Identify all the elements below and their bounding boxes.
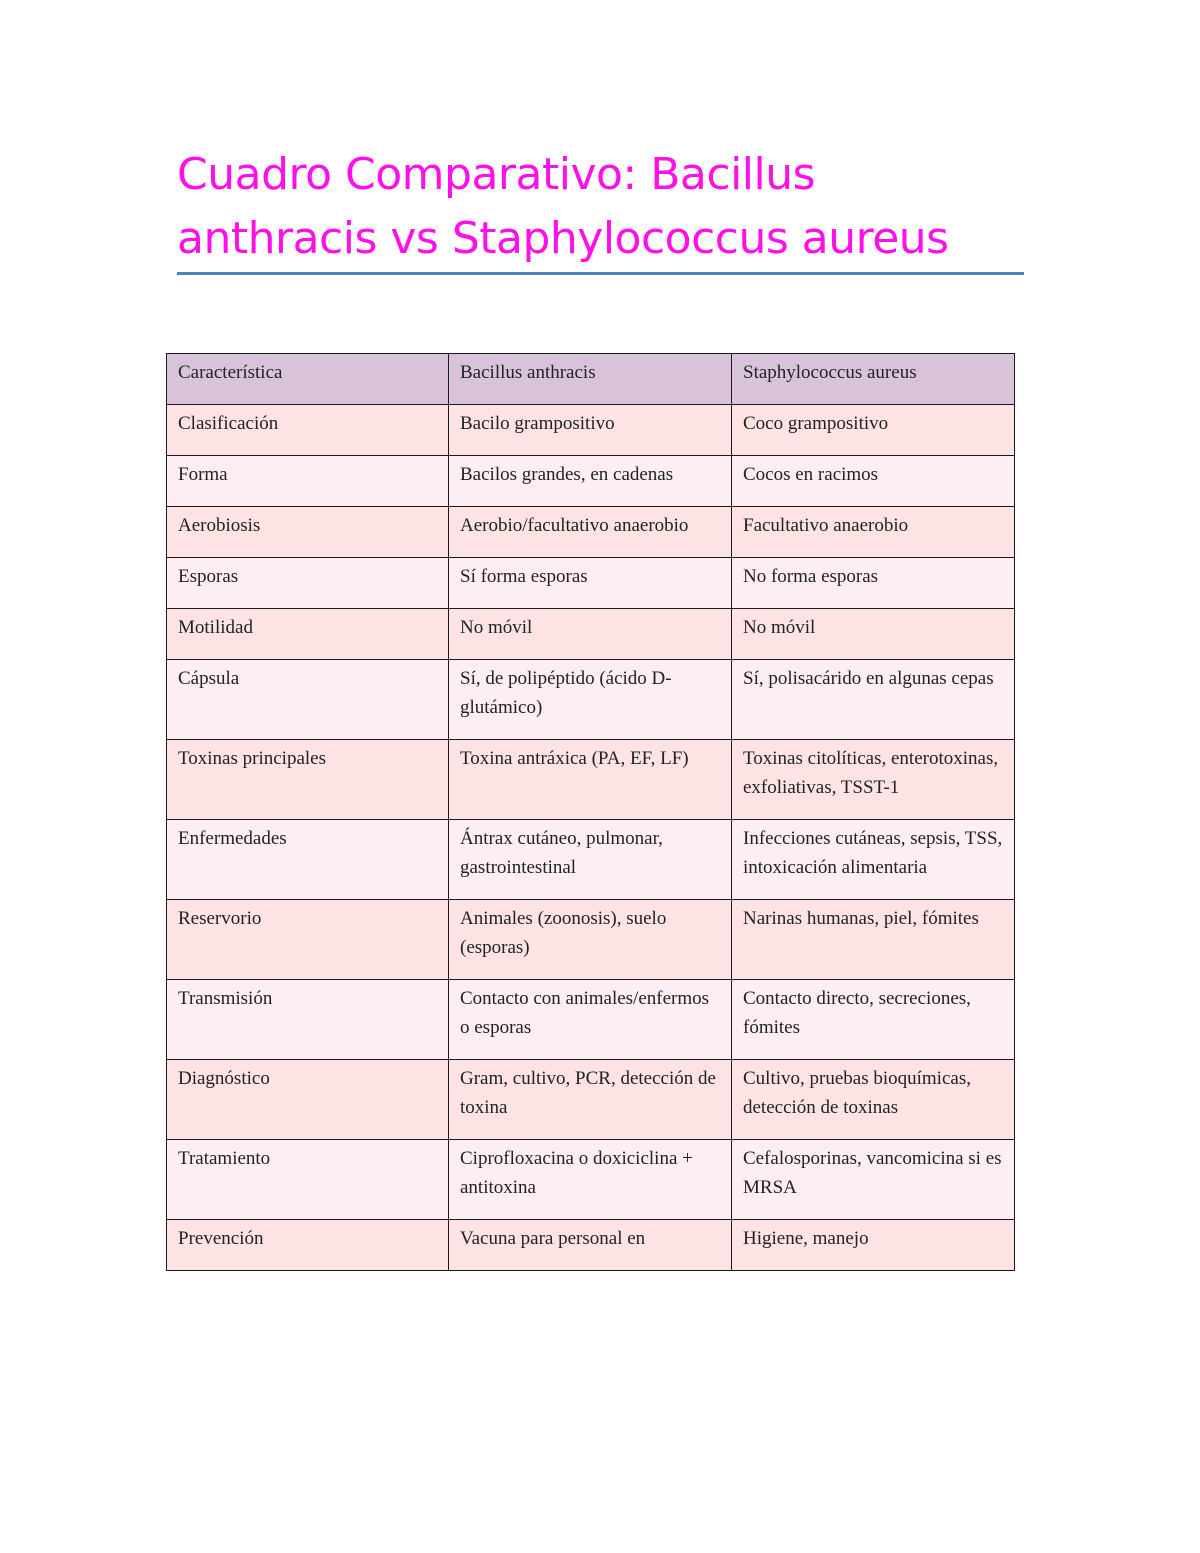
table-cell: Sí, polisacárido en algunas cepas [732, 660, 1015, 740]
table-row [167, 660, 1015, 740]
table-row [167, 1140, 1015, 1220]
table-cell: Cocos en racimos [732, 456, 1015, 507]
header-cell: Staphylococcus aureus [732, 354, 1015, 405]
table-row [167, 609, 1015, 660]
table-cell: Toxinas principales [167, 740, 449, 820]
table-cell: Tratamiento [167, 1140, 449, 1220]
table-row [167, 740, 1015, 820]
table-cell: Aerobiosis [167, 507, 449, 558]
table-row [167, 507, 1015, 558]
comparison-table [166, 353, 1015, 1271]
table-cell: Vacuna para personal en [449, 1220, 732, 1271]
table-cell: Cefalosporinas, vancomicina si es MRSA [732, 1140, 1015, 1220]
table-row [167, 1060, 1015, 1140]
table-row [167, 558, 1015, 609]
table-cell: Enfermedades [167, 820, 449, 900]
table-cell: Sí, de polipéptido (ácido D-glutámico) [449, 660, 732, 740]
table-cell: Clasificación [167, 405, 449, 456]
table-cell: Esporas [167, 558, 449, 609]
table-cell: Ciprofloxacina o doxiciclina + antitoxina [449, 1140, 732, 1220]
table-cell: No móvil [732, 609, 1015, 660]
table-cell: No móvil [449, 609, 732, 660]
table-cell: Toxina antráxica (PA, EF, LF) [449, 740, 732, 820]
table-cell: Prevención [167, 1220, 449, 1271]
table-row [167, 980, 1015, 1060]
table-cell: Reservorio [167, 900, 449, 980]
table-cell: Facultativo anaerobio [732, 507, 1015, 558]
document-title: Cuadro Comparativo: Bacillus anthracis vs Staphylococcus aureus [177, 149, 949, 264]
table-row [167, 456, 1015, 507]
table-cell: Higiene, manejo [732, 1220, 1015, 1271]
table-row [167, 820, 1015, 900]
table-cell: Forma [167, 456, 449, 507]
table-cell: Bacilo grampositivo [449, 405, 732, 456]
header-cell: Bacillus anthracis [449, 354, 732, 405]
table-cell: Contacto con animales/enfermos o esporas [449, 980, 732, 1060]
table-cell: Cápsula [167, 660, 449, 740]
table-cell: Contacto directo, secreciones, fómites [732, 980, 1015, 1060]
table-cell: Motilidad [167, 609, 449, 660]
table-cell: Diagnóstico [167, 1060, 449, 1140]
table-row [167, 405, 1015, 456]
header-cell: Característica [167, 354, 449, 405]
table-cell: Animales (zoonosis), suelo (esporas) [449, 900, 732, 980]
table-header-row [167, 354, 1015, 405]
table-row [167, 900, 1015, 980]
table-cell: Transmisión [167, 980, 449, 1060]
table-cell: Cultivo, pruebas bioquímicas, detección de toxinas [732, 1060, 1015, 1140]
title-underline [177, 272, 1024, 275]
table-row [167, 1220, 1015, 1271]
table-cell: Sí forma esporas [449, 558, 732, 609]
table-cell: Toxinas citolíticas, enterotoxinas, exfoliativas, TSST-1 [732, 740, 1015, 820]
table-cell: Narinas humanas, piel, fómites [732, 900, 1015, 980]
table-cell: Aerobio/facultativo anaerobio [449, 507, 732, 558]
table-cell: No forma esporas [732, 558, 1015, 609]
table-cell: Coco grampositivo [732, 405, 1015, 456]
table-cell: Infecciones cutáneas, sepsis, TSS, intoxicación alimentaria [732, 820, 1015, 900]
table-cell: Ántrax cutáneo, pulmonar, gastrointestinal [449, 820, 732, 900]
table-cell: Bacilos grandes, en cadenas [449, 456, 732, 507]
table-cell: Gram, cultivo, PCR, detección de toxina [449, 1060, 732, 1140]
